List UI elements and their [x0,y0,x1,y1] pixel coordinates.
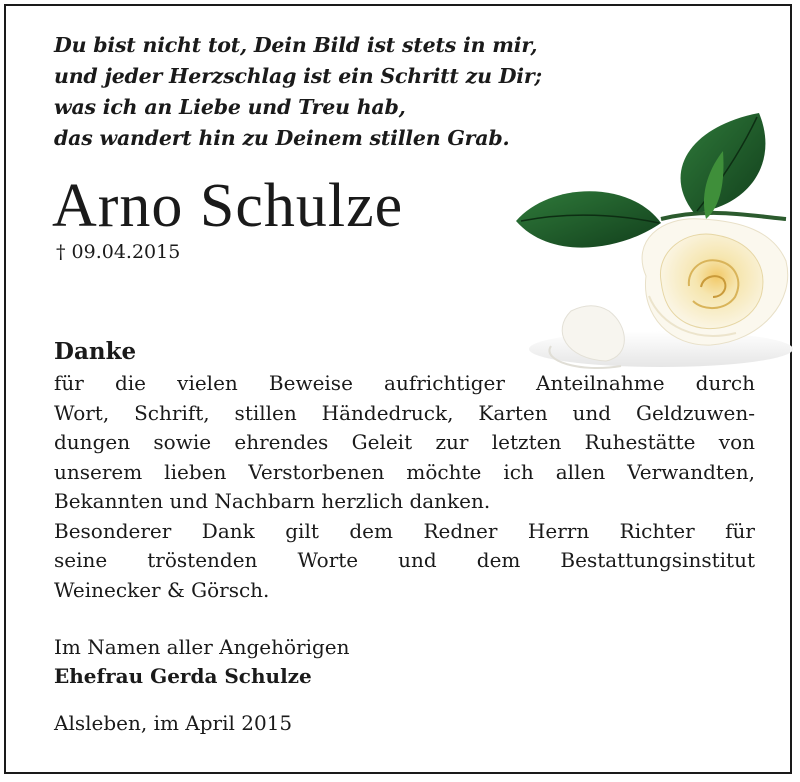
poem-line: und jeder Herzschlag ist ein Schritt zu Dir; [54,64,542,88]
signature-intro: Im Namen aller Angehörigen [54,635,350,659]
death-date: † 09.04.2015 [56,241,181,263]
poem [54,30,542,154]
thanks-line: Weinecker & Görsch. [54,577,270,602]
poem-line: Du bist nicht tot, Dein Bild ist stets in mir, [54,33,538,57]
thanks-line: Besonderer Dank gilt dem Redner Herrn Richter für [54,518,755,543]
thanks-line: unserem lieben Verstorbenen möchte ich allen Verwandten, [54,459,755,484]
obituary-frame [4,4,792,774]
thanks-line: Wort, Schrift, stillen Händedruck, Karten und Geldzuwen- [54,400,755,425]
thanks-line: Bekannten und Nachbarn herzlich danken. [54,489,491,513]
thanks-text [54,369,755,605]
place-date: Alsleben, im April 2015 [54,711,293,735]
signature-name: Ehefrau Gerda Schulze [54,664,312,688]
thanks-line: für die vielen Beweise aufrichtiger Anteilnahme durch [54,371,755,395]
white-rose-icon [511,111,796,376]
thanks-line: dungen sowie ehrendes Geleit zur letzten Ruhestätte von [54,430,755,454]
thanks-line: seine tröstenden Worte und dem Bestattungsinstitut [54,548,755,572]
poem-line: das wandert hin zu Deinem stillen Grab. [54,126,510,150]
thanks-title: Danke [54,338,137,365]
deceased-name: Arno Schulze [52,172,404,240]
poem-line: was ich an Liebe und Treu hab, [54,95,406,119]
